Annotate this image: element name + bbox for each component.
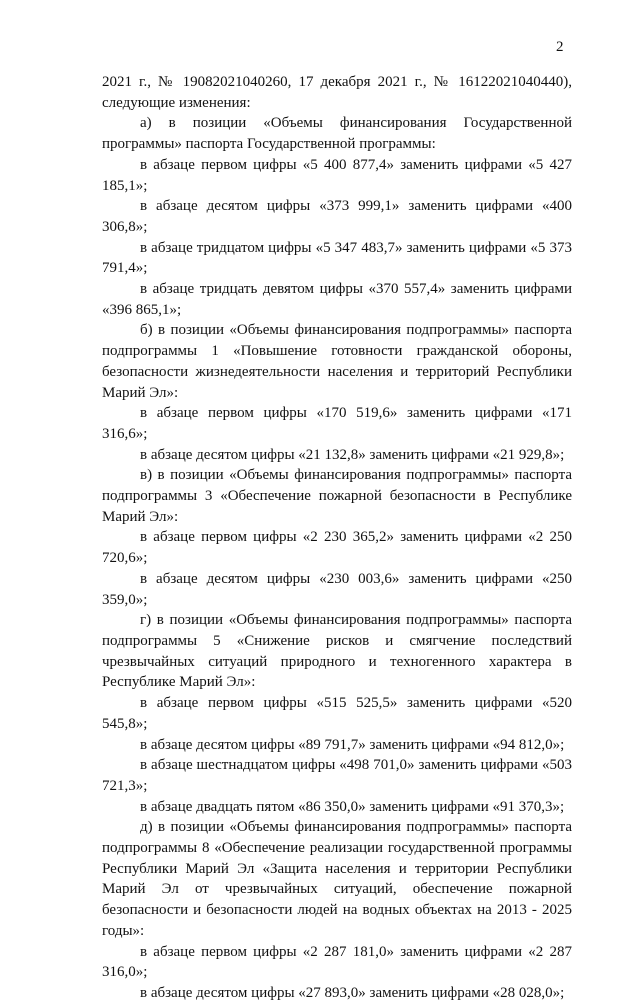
- paragraph-a-thirty-ninth: в абзаце тридцать девятом цифры «370 557,4» заменить цифрами «396 865,1»;: [102, 281, 572, 318]
- paragraph-b-tenth: в абзаце десятом цифры «21 132,8» заменить цифрами «21 929,8»;: [140, 446, 565, 463]
- document-body: [102, 72, 572, 1004]
- paragraph-b-first: в абзаце первом цифры «170 519,6» заменить цифрами «171 316,6»;: [102, 405, 572, 442]
- paragraph-item-g: г) в позиции «Объемы финансирования подпрограммы» паспорта подпрограммы 5 «Снижение рисков и смягчение последствий чрезвычайных ситуаций природного и техногенного характера в Республике Марий Эл»:: [102, 612, 572, 691]
- paragraph-d-tenth: в абзаце десятом цифры «27 893,0» заменить цифрами «28 028,0»;: [140, 984, 565, 1001]
- paragraph-continuation: 2021 г., № 19082021040260, 17 декабря 2021 г., № 16122021040440), следующие изменения:: [102, 74, 572, 111]
- paragraph-d-first: в абзаце первом цифры «2 287 181,0» заменить цифрами «2 287 316,0»;: [102, 943, 572, 981]
- paragraph-item-d: д) в позиции «Объемы финансирования подпрограммы» паспорта подпрограммы 8 «Обеспечение реализации государственной программы Республики Марий Эл «Защита населения и территории Республики Марий Эл от чрезвычайных ситуаций, обеспечение пожарной безопасности и безопасности людей на водных объектах на 2013 - 2025 годы»:: [102, 819, 572, 939]
- paragraph-g-sixteenth: в абзаце шестнадцатом цифры «498 701,0» заменить цифрами «503 721,3»;: [102, 757, 572, 794]
- paragraph-g-first: в абзаце первом цифры «515 525,5» заменить цифрами «520 545,8»;: [102, 695, 572, 732]
- paragraph-g-twenty-fifth: в абзаце двадцать пятом «86 350,0» заменить цифрами «91 370,3»;: [140, 798, 565, 815]
- paragraph-g-tenth: в абзаце десятом цифры «89 791,7» заменить цифрами «94 812,0»;: [140, 736, 565, 753]
- page-number: 2: [556, 39, 564, 55]
- paragraph-v-tenth: в абзаце десятом цифры «230 003,6» заменить цифрами «250 359,0»;: [102, 570, 572, 608]
- paragraph-a-first: в абзаце первом цифры «5 400 877,4» заменить цифрами «5 427 185,1»;: [102, 156, 572, 194]
- paragraph-item-b: б) в позиции «Объемы финансирования подпрограммы» паспорта подпрограммы 1 «Повышение готовности гражданской обороны, безопасности жизнедеятельности населения и территорий Республики Марий Эл»:: [102, 322, 572, 401]
- paragraph-item-v: в) в позиции «Объемы финансирования подпрограммы» паспорта подпрограммы 3 «Обеспечение пожарной безопасности в Республике Марий Эл»:: [102, 467, 572, 525]
- paragraph-item-a: а) в позиции «Объемы финансирования Государственной программы» паспорта Государственной программы:: [102, 115, 572, 153]
- paragraph-a-thirtieth: в абзаце тридцатом цифры «5 347 483,7» заменить цифрами «5 373 791,4»;: [102, 239, 572, 277]
- paragraph-a-tenth: в абзаце десятом цифры «373 999,1» заменить цифрами «400 306,8»;: [102, 198, 572, 235]
- paragraph-v-first: в абзаце первом цифры «2 230 365,2» заменить цифрами «2 250 720,6»;: [102, 529, 572, 567]
